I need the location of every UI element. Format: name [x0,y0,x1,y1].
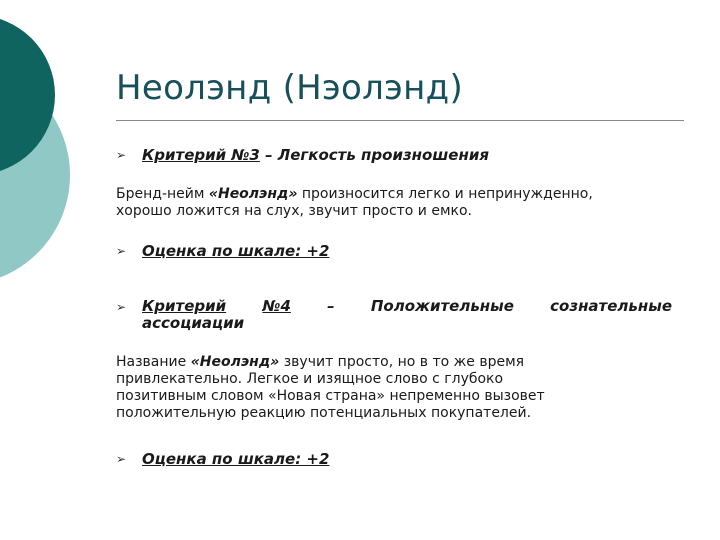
bullet-arrow-icon: ➢ [116,300,127,314]
title-divider [116,120,684,121]
paragraph-name-description: Название «Неолэнд» звучит просто, но в то же время привлекательно. Легкое и изящное слово с глубоко позитивным словом «Новая страна» непременно вызовет положительную реакцию потенциальных покупателей. [116,354,545,421]
criterion-3-text: Критерий №3 – Легкость произношения [142,146,489,164]
bullet-criterion-4-marker [116,298,142,314]
bullet-criterion-3 [116,146,489,164]
bullet-score-1 [116,242,329,260]
decorative-circles [0,0,100,300]
bullet-score-2 [116,450,329,468]
bullet-arrow-icon: ➢ [116,244,127,258]
paragraph-brand-name: Бренд-нейм «Неолэнд» произносится легко и непринужденно, хорошо ложится на слух, звучит просто и емко. [116,186,593,219]
brand-name: «Неолэнд» [190,354,280,370]
bullet-arrow-icon: ➢ [116,148,127,162]
bullet-arrow-icon: ➢ [116,452,127,466]
score-1-text: Оценка по шкале: +2 [142,242,330,260]
criterion-4-text: Критерий №4 – Положительные сознательные ассоциации [142,297,672,332]
score-2-text: Оценка по шкале: +2 [142,450,330,468]
slide-title: Неолэнд (Нэолэнд) [116,68,464,108]
brand-name: «Неолэнд» [208,186,298,202]
